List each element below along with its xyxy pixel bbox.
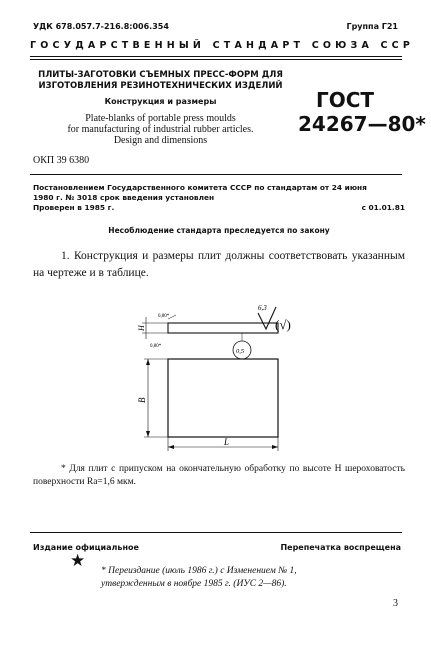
decree-line-3 bbox=[33, 203, 405, 213]
reprint-prohibited: Перепечатка воспрещена bbox=[280, 543, 401, 552]
title-english bbox=[33, 113, 288, 146]
decree-block bbox=[33, 183, 405, 213]
okp-code: ОКП 39 6380 bbox=[33, 155, 90, 166]
decree-line-2: 1980 г. № 3018 срок введения установлен bbox=[33, 193, 215, 202]
okp-rule bbox=[30, 174, 402, 175]
plate-top-view bbox=[168, 359, 278, 437]
gost-label: ГОСТ bbox=[316, 88, 375, 112]
flatness-top: 0,80* bbox=[158, 314, 170, 319]
gost-number: 24267—80* bbox=[298, 112, 426, 136]
enforcement-notice: Несоблюдение стандарта преследуется по закону bbox=[108, 226, 330, 235]
dim-b-label: B bbox=[137, 397, 147, 403]
footnote: * Для плит с припуском на окончательную обработку по высоте H шероховатость поверхности Ra=1,6 мкм. bbox=[33, 464, 405, 487]
reissue-note bbox=[91, 565, 391, 591]
roughness-paren: (√) bbox=[275, 317, 291, 332]
paragraph-1: 1. Конструкция и размеры плит должны соответствовать указанным на чертеже и в таблице. bbox=[33, 250, 405, 279]
checked-year: Проверен в 1985 г. bbox=[33, 203, 115, 212]
title-ru-line-2: ИЗГОТОВЛЕНИЯ РЕЗИНОТЕХНИЧЕСКИХ ИЗДЕЛИЙ bbox=[38, 81, 283, 91]
page-number: 3 bbox=[393, 598, 398, 609]
title-russian bbox=[33, 70, 288, 92]
group-code: Группа Г21 bbox=[346, 22, 398, 31]
flatness-side: 0,80* bbox=[150, 344, 162, 349]
dim-h-label: H bbox=[137, 325, 146, 331]
header-rule-thick bbox=[30, 59, 402, 60]
title-en-line-1: Plate-blanks of portable press moulds bbox=[85, 113, 236, 124]
header-rule-thin bbox=[30, 56, 402, 57]
footer-rule bbox=[30, 532, 402, 533]
effective-date: с 01.01.81 bbox=[361, 203, 405, 212]
reissue-line-1: * Переиздание (июль 1986 г.) с Изменением № 1, bbox=[101, 566, 297, 576]
subtitle-russian: Конструкция и размеры bbox=[104, 97, 217, 106]
state-standard-heading: ГОСУДАРСТВЕННЫЙ СТАНДАРТ СОЮЗА ССР bbox=[30, 40, 415, 51]
star-icon: ★ bbox=[70, 551, 86, 570]
roughness-value: 6,3 bbox=[258, 305, 267, 312]
title-ru-line-1: ПЛИТЫ-ЗАГОТОВКИ СЪЕМНЫХ ПРЕСС-ФОРМ ДЛЯ bbox=[38, 70, 283, 80]
title-en-line-3: Design and dimensions bbox=[113, 135, 208, 146]
decree-line-1: Постановлением Государственного комитета СССР по стандартам от 24 июня bbox=[33, 183, 367, 192]
dim-l-label: L bbox=[224, 437, 230, 447]
balloon-value: 0,5 bbox=[236, 348, 245, 355]
official-edition: Издание официальное bbox=[33, 543, 139, 552]
plate-side-view bbox=[168, 323, 278, 333]
plate-drawing bbox=[120, 305, 320, 455]
title-en-line-2: for manufacturing of industrial rubber articles. bbox=[67, 124, 254, 135]
udk-code: УДК 678.057.7-216.8:006.354 bbox=[33, 22, 169, 31]
reissue-line-2: утвержденным в ноябре 1985 г. (ИУС 2—86). bbox=[101, 579, 287, 589]
